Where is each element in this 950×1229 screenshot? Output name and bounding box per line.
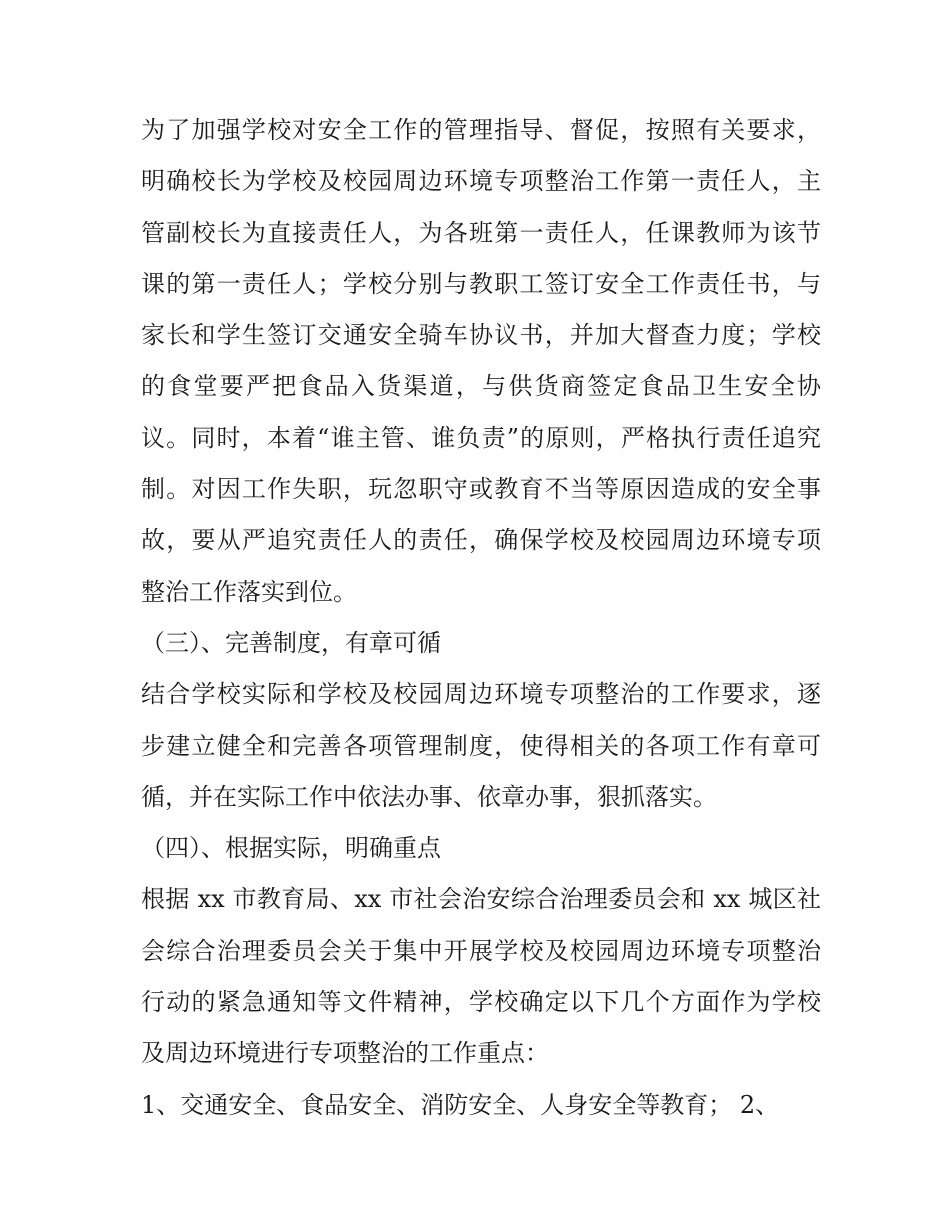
text-line-10: 整治工作落实到位。 — [141, 577, 357, 606]
text-line-2: 明确校长为学校及校园周边环境专项整治工作第一责任人，主 — [141, 167, 821, 196]
section-heading-3: （三）、完善制度，有章可循 — [141, 628, 441, 657]
text-line-6: 的食堂要严把食品入货渠道，与供货商签定食品卫生安全协 — [141, 372, 821, 401]
text-line-9: 故，要从严追究责任人的责任，确保学校及校园周边环境专项 — [141, 526, 821, 555]
text-line-14: 循，并在实际工作中依法办事、依章办事，狠抓落实。 — [141, 782, 717, 811]
text-line-17: 会综合治理委员会关于集中开展学校及校园周边环境专项整治 — [141, 936, 821, 965]
text-line-18: 行动的紧急通知等文件精神，学校确定以下几个方面作为学校 — [141, 988, 821, 1017]
text-line-5: 家长和学生签订交通安全骑车协议书，并加大督查力度；学校 — [141, 321, 821, 350]
document-body — [141, 105, 821, 1131]
text-line-8: 制。对因工作失职，玩忽职守或教育不当等原因造成的安全事 — [141, 475, 821, 504]
text-line-4: 课的第一责任人；学校分别与教职工签订安全工作责任书，与 — [141, 269, 821, 298]
text-line-7: 议。同时，本着“谁主管、谁负责”的原则，严格执行责任追究 — [141, 423, 821, 452]
text-line-12: 结合学校实际和学校及校园周边环境专项整治的工作要求，逐 — [141, 680, 821, 709]
text-line-1: 为了加强学校对安全工作的管理指导、督促，按照有关要求， — [141, 116, 821, 144]
text-line-13: 步建立健全和完善各项管理制度，使得相关的各项工作有章可 — [141, 731, 821, 760]
text-line-20: 1、交通安全、食品安全、消防安全、人身安全等教育； 2、 — [141, 1090, 780, 1119]
text-line-16: 根据 xx 市教育局、xx 市社会治安综合治理委员会和 xx 城区社 — [141, 885, 821, 914]
text-line-3: 管副校长为直接责任人，为各班第一责任人，任课教师为该节 — [141, 218, 821, 247]
text-line-19: 及周边环境进行专项整治的工作重点： — [141, 1039, 549, 1068]
section-heading-4: （四）、根据实际，明确重点 — [141, 834, 441, 863]
